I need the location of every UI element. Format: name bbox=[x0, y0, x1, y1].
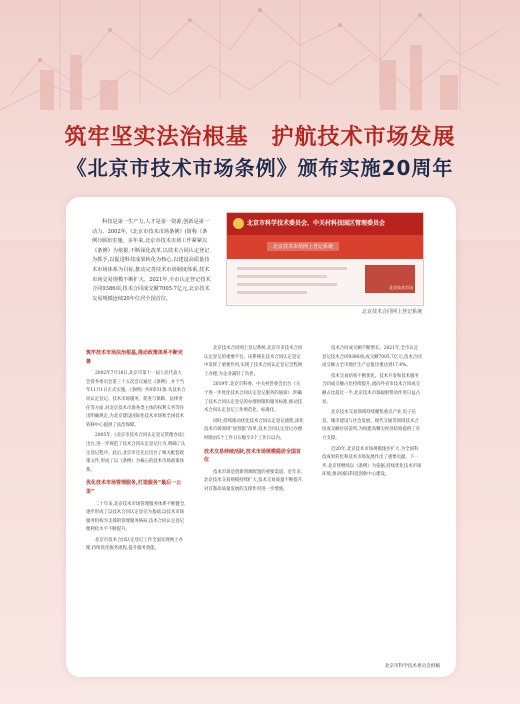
paragraph: 技术交易结构不断优化。技术开发和技术服务合同成交额占比持续提升,流向外省市技术合同成交额占比超过一半,北京技术市场辐射带动作用日益凸显。 bbox=[322, 373, 420, 405]
section-heading: 筑牢技术市场法治根基,推动政策体系不断完善 bbox=[86, 350, 183, 365]
screenshot-header bbox=[227, 213, 423, 235]
column-2 bbox=[204, 345, 304, 497]
screenshot-caption: 北京技术合同网上登记系统 bbox=[361, 309, 422, 315]
screenshot-body bbox=[227, 259, 423, 304]
text-line bbox=[237, 275, 327, 278]
screenshot-banner bbox=[227, 235, 423, 259]
website-screenshot bbox=[226, 212, 424, 306]
section-heading: 技术交易持续活跃,技术市场规模稳居全国首位 bbox=[204, 448, 301, 464]
paragraph: 同时,持续推动优化技术合同认定登记流程,深化技术市场领域“放管服”改革,技术合同认定登记办理时限由5个工作日压缩至3个工作日以内。 bbox=[204, 418, 304, 441]
paragraph: 2019年,北京市科委、中关村管委会出台《关于进一步优化技术合同认定登记服务的通知》,明确了技术合同认定登记的办理时限和服务标准,推动技术合同认定登记工作规范化、标准化。 bbox=[204, 382, 302, 414]
paragraph: 2005年,《北京市技术合同认定登记管理办法》出台,进一步规范了技术合同认定登记行为,明确了认定登记程序。此后,北京市还先后出台了相关配套政策文件,形成了以《条例》为核心的技术市场政策体系。 bbox=[86, 433, 186, 473]
sub-title: 《北京市技术市场条例》颁布实施20周年 bbox=[66, 156, 454, 180]
main-title: 筑牢坚实法治根基 护航技术市场发展 bbox=[64, 125, 456, 150]
section-heading: 优化技术市场管理服务,打造服务“最后一公里” bbox=[86, 480, 182, 495]
author-credit: 北京市科学技术委员会供稿 bbox=[384, 664, 440, 669]
screenshot-header-text: 北京市科学技术委员会、中关村科技园区管理委员会 bbox=[247, 220, 386, 227]
thumbnail-label: 北京技术市场 bbox=[389, 285, 413, 290]
paragraph: 北京技术交易领域持续聚焦重点产业,电子信息、城市建设与社会发展、现代交通等领域技术合同成交额位居前列,为构建高精尖经济结构提供了有力支撑。 bbox=[322, 410, 420, 441]
paragraph: 技术合同成交额不断增长。2021年,全市认定登记技术合同9386项,成交额7005.7亿元,技术合同成交额占全市地区生产总值比重达到17.4%。 bbox=[322, 346, 422, 369]
column-3 bbox=[322, 345, 422, 482]
screenshot-banner-text: 北京技术市场网上登记系统 bbox=[267, 242, 339, 251]
text-line bbox=[237, 267, 347, 270]
paragraph: 二十年来,北京技术市场管理服务体系不断健全,逐步形成了以技术合同认定登记为基础,以技术市场服务机构为支撑的管理服务格局,技术合同认定登记便利化水平不断提升。 bbox=[86, 501, 186, 533]
lead-paragraph: 科技是第一生产力,人才是第一资源,创新是第一动力。2002年,《北京市技术市场条例》(简称《条例》)颁布实施。多年来,北京市技术市场工作紧紧以《条例》为依据,不断深化改革,以技术合同认定登记为抓手,以促进科技成果转化为核心,以建设高质量技术市场体系为目标,推动完善技术市场制度体系,技术市场交易规模不断扩大。2021年,全市认定登记技术合同9386项,技术合同成交额7005.7亿元,北京技术交易规模连续20年位居全国首位。 bbox=[92, 219, 211, 302]
paragraph: 技术市场是创新资源配置的重要渠道。近年来,北京技术交易规模持续扩大,技术交易质量不断提升,对首都高质量发展的支撑作用进一步增强。 bbox=[204, 469, 304, 492]
paragraph: 2002年7月18日,北京市第十一届人民代表大会常务委员会第三十五次会议通过《条例》,并于当年11月1日正式实施。《条例》共8章31条,从技术合同认定登记、技术市场服务、促进与保障、法律责任等方面,对北京技术市场各类主体的权利义务等作出明确规定,为北京建设国际化技术市场和全国技术转移中心提供了法治保障。 bbox=[86, 371, 186, 428]
paragraph: 北京市技术合同认定登记工作全面实现网上办理,持续优化服务流程,提升服务效能。 bbox=[86, 537, 183, 552]
paragraph: 北京技术合同网上登记系统,北京市市技术合同认定登记的重要平台。该系统在技术合同认定登记中发挥了重要作用,实现了技术合同认定登记全程网上办理,为企业减轻了负担。 bbox=[204, 346, 303, 377]
column-1 bbox=[86, 345, 186, 556]
paragraph: 近20年,北京技术市场规模逐步扩大,为全国科技成果转化和技术市场发展作出了重要贡献。下一步,北京将继续以《条例》为依据,持续优化技术市场环境,推动国际科技创新中心建设。 bbox=[322, 446, 422, 478]
text-line bbox=[237, 283, 337, 286]
text-line bbox=[237, 291, 307, 294]
emblem-icon bbox=[233, 218, 244, 229]
